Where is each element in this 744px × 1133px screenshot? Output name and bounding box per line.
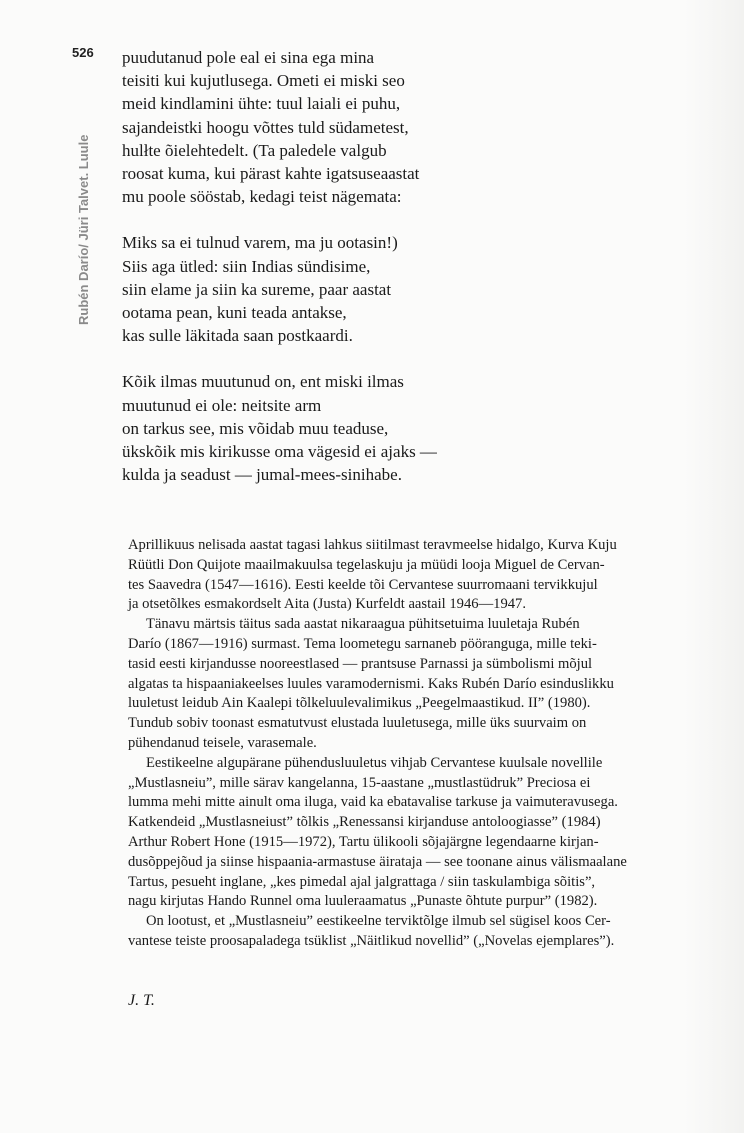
commentary-line: tes Saavedra (1547—1616). Eesti keelde tõi Cervantese suurromaani tervikkujul <box>128 576 598 593</box>
commentary-text <box>128 536 708 952</box>
commentary-line: On lootust, et „Mustlasneiu” eestikeelne terviktõlge ilmub sel sügisel koos Cer- <box>146 913 611 930</box>
poem-line: ükskõik mis kirikusse oma vägesid ei ajaks — <box>122 442 437 462</box>
poem-line: mu poole sööstab, kedagi teist nägemata: <box>122 187 402 207</box>
commentary-line: Eestikeelne algupärane pühendusluuletus vihjab Cervantese kuulsale novellile <box>146 754 603 771</box>
poem-line: siin elame ja siin ka sureme, paar aastat <box>122 279 392 299</box>
commentary-line: ja otsetõlkes esmakordselt Aita (Justa) Kurfeldt aastail 1946—1947. <box>128 596 526 613</box>
poem <box>122 46 682 509</box>
commentary-line: Tundub sobiv toonast esmatutvust elustada luuletusega, mille üks suurvaim on <box>128 715 587 732</box>
poem-line: kas sulle läkitada saan postkaardi. <box>122 326 353 346</box>
poem-stanza <box>122 231 682 347</box>
poem-line: muutunud ei ole: neitsite arm <box>122 395 322 415</box>
author-signature: J. T. <box>128 992 155 1009</box>
commentary-line: Rüütli Don Quijote maailmakuulsa tegelaskuju ja müüdi looja Miguel de Cervan- <box>128 556 605 573</box>
commentary-line: Darío (1867—1916) surmast. Tema loometegu sarnaneb pööranguga, mille teki- <box>128 635 597 652</box>
commentary-line: Tartus, pesueht inglane, „kes pimedal ajal jalgrattaga / siin taskulambiga sõitis”, <box>128 873 596 890</box>
commentary-line: lumma mehi mitte ainult oma iluga, vaid ka ebatavalise tarkuse ja vaimuteravusega. <box>128 794 618 811</box>
poem-line: Kõik ilmas muutunud on, ent miski ilmas <box>122 372 404 392</box>
commentary-line: dusõppejõud ja siinse hispaania-armastuse äirataja — see toonane ainus välismaalane <box>128 853 627 870</box>
commentary-line: nagu kirjutas Hando Runnel oma luuleraamatus „Punaste õhtute purpur” (1982). <box>128 893 598 910</box>
poem-line: Miks sa ei tulnud varem, ma ju ootasin!) <box>122 233 398 253</box>
commentary-line: Katkendeid „Mustlasneiust” tõlkis „Renessansi kirjanduse antoloogiasse” (1984) <box>128 814 601 831</box>
poem-line: on tarkus see, mis võidab muu teaduse, <box>122 418 389 438</box>
commentary-line: tasid eesti kirjandusse nooreestlased — prantsuse Parnassi ja sümbolismi mõjul <box>128 655 593 672</box>
commentary-line: luuletust leidub Ain Kaalepi tõlkeluulevalimikus „Peegelmaastikud. II” (1980). <box>128 695 591 712</box>
commentary-line: vantese teiste proosapaladega tsüklist „Näitlikud novellid” („Novelas ejemplares”). <box>128 932 615 949</box>
commentary-line: algatas ta hispaaniakeelses luules varamodernismi. Kaks Rubén Darío esinduslikku <box>128 675 614 692</box>
poem-line: Siis aga ütled: siin Indias sündisime, <box>122 256 371 276</box>
poem-line: puudutanud pole eal ei sina ega mina <box>122 48 375 67</box>
poem-line: roosat kuma, kui pärast kahte igatsuseaastat <box>122 164 420 184</box>
commentary-line: „Mustlasneiu”, mille särav kangelanna, 15-aastane „mustlastüdruk” Preciosa ei <box>128 774 591 791</box>
poem-line: hulłte õielehtedelt. (Ta paledele valgub <box>122 140 387 160</box>
poem-line: ootama pean, kuni teada antakse, <box>122 303 347 323</box>
poem-stanza <box>122 370 682 486</box>
commentary-line: Tänavu märtsis täitus sada aastat nikaraagua pühitsetuima luuletaja Rubén <box>146 616 580 633</box>
poem-line: meid kindlamini ühte: tuul laiali ei puhu, <box>122 94 401 114</box>
commentary-line: Arthur Robert Hone (1915—1972), Tartu ülikooli sõjajärgne legendaarne kirjan- <box>128 833 599 850</box>
poem-line: sajandeistki hoogu võttes tuld südametest, <box>122 117 409 137</box>
poem-line: kulda ja seadust — jumal-mees-sinihabe. <box>122 465 402 485</box>
page-number: 526 <box>72 45 94 60</box>
running-head: Rubén Darío/ Jüri Talvet. Luule <box>76 134 91 325</box>
poem-stanza <box>122 46 682 208</box>
commentary-line: Aprillikuus nelisada aastat tagasi lahkus siitilmast teravmeelse hidalgo, Kurva Kuju <box>128 537 617 553</box>
commentary-line: pühendanud teisele, varasemale. <box>128 734 317 751</box>
poem-line: teisiti kui kujutlusega. Ometi ei miski seo <box>122 71 405 91</box>
